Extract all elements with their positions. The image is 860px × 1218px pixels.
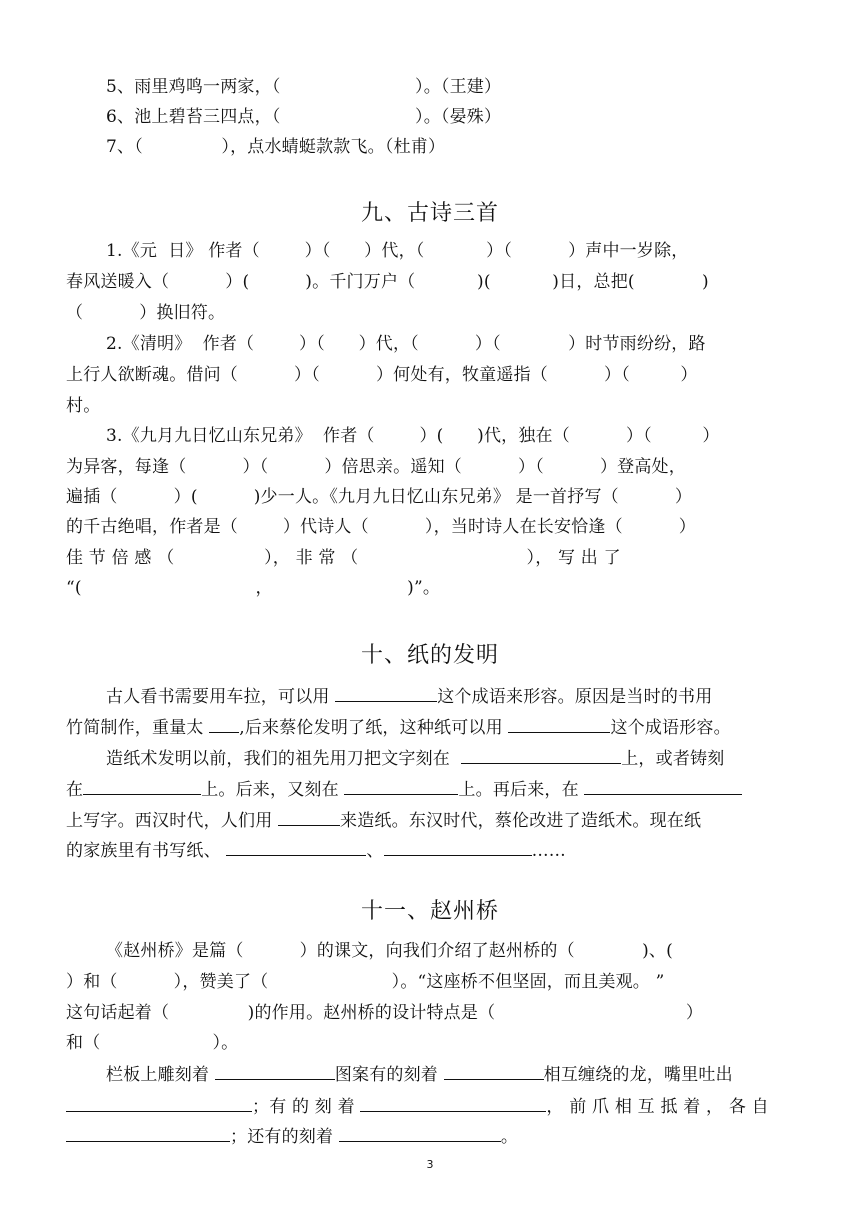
section-9-q2-line3: 村。	[66, 396, 101, 416]
section-11-p2-line1: 栏板上雕刻着 图案有的刻着 相互缠绕的龙，嘴里吐出	[106, 1062, 796, 1086]
answer-blank[interactable]	[360, 1094, 546, 1112]
section-9-q3-line5: 佳 节 倍 感 （ ）， 非 常 （ ）， 写 出 了	[66, 548, 621, 568]
page-number: 3	[426, 1158, 434, 1171]
answer-blank[interactable]	[339, 1124, 501, 1142]
section-9-q3-line6: “( ， )”。	[66, 578, 441, 598]
section-9-title: 九、古诗三首	[360, 201, 499, 226]
section-9-q1-line1: 1.《元 日》 作者（ ）（ ）代，（ ）（ ）声中一岁除，	[106, 241, 689, 261]
section-9-q3-line2: 为异客，每逢（ ）（ ）倍思亲。遥知（ ）（ ）登高处，	[66, 457, 686, 477]
section-11-line4: 和（ ）。	[66, 1033, 239, 1053]
section-9-q3-line3: 遍插（ ）( )少一人。《九月九日忆山东兄弟》 是一首抒写（ ）	[66, 487, 693, 507]
answer-blank[interactable]	[66, 1094, 252, 1112]
section-10-p2-line1: 造纸术发明以前，我们的祖先用刀把文字刻在 上，或者铸刻	[106, 746, 796, 770]
section-10-p2-line3: 上写字。西汉时代，人们用 来造纸。东汉时代，蔡伦改进了造纸术。现在纸	[66, 808, 796, 832]
answer-blank[interactable]	[278, 808, 340, 826]
answer-blank[interactable]	[461, 746, 621, 764]
answer-blank[interactable]	[83, 777, 201, 795]
answer-blank[interactable]	[66, 1124, 230, 1142]
answer-blank[interactable]	[384, 838, 532, 856]
section-10-p2-line2: 在 上。后来，又刻在 上。再后来，在	[66, 777, 796, 801]
section-11-title: 十一、赵州桥	[360, 899, 499, 924]
answer-blank[interactable]	[344, 777, 458, 795]
section-11-line2: ）和（ ），赞美了（ ）。“这座桥不但坚固，而且美观。 ”	[66, 972, 665, 992]
section-11-line3: 这句话起着（ )的作用。赵州桥的设计特点是（ ）	[66, 1003, 704, 1023]
section-10-p1-line1: 古人看书需要用车拉，可以用 这个成语来形容。原因是当时的书用	[106, 684, 796, 708]
answer-blank[interactable]	[335, 684, 437, 702]
answer-blank[interactable]	[444, 1062, 544, 1080]
answer-blank[interactable]	[209, 715, 239, 733]
section-9-q1-line3: （ ）换旧符。	[66, 303, 226, 323]
poem-line-7: 7、（ ），点水蜻蜓款款飞。（杜甫）	[106, 137, 446, 157]
section-11-p2-line2: ；有 的 刻 着 ， 前 爪 相 互 抵 着 ， 各 自	[66, 1094, 796, 1118]
section-10-p1-line2: 竹简制作，重量太 ,后来蔡伦发明了纸，这种纸可以用 这个成语形容。	[66, 715, 796, 739]
section-11-p2-line3: ；还有的刻着 。	[66, 1124, 796, 1148]
section-10-title: 十、纸的发明	[360, 643, 499, 668]
section-9-q2-line2: 上行人欲断魂。借问（ ）（ ）何处有，牧童遥指（ ）（ ）	[66, 365, 698, 385]
answer-blank[interactable]	[215, 1062, 335, 1080]
section-9-q3-line4: 的千古绝唱，作者是（ ）代诗人（ ），当时诗人在长安恰逢（ ）	[66, 517, 697, 537]
answer-blank[interactable]	[584, 777, 742, 795]
poem-line-5: 5、雨里鸡鸣一两家，（ ）。（王建）	[106, 77, 502, 97]
answer-blank[interactable]	[226, 838, 366, 856]
poem-line-6: 6、池上碧苔三四点，（ ）。（晏殊）	[106, 107, 502, 127]
section-9-q3-line1: 3.《九月九日忆山东兄弟》 作者（ ）( )代，独在（ ）（ ）	[106, 426, 720, 446]
section-10-p2-line4: 的家族里有书写纸、 、 ……	[66, 838, 796, 862]
section-11-line1: 《赵州桥》是篇（ ）的课文，向我们介绍了赵州桥的（ )、(	[106, 941, 673, 961]
section-9-q1-line2: 春风送暖入（ ）( )。千门万户（ )( )日，总把( )	[66, 272, 709, 292]
section-9-q2-line1: 2.《清明》 作者（ ）（ ）代，（ ）（ ）时节雨纷纷，路	[106, 334, 706, 354]
answer-blank[interactable]	[508, 715, 610, 733]
